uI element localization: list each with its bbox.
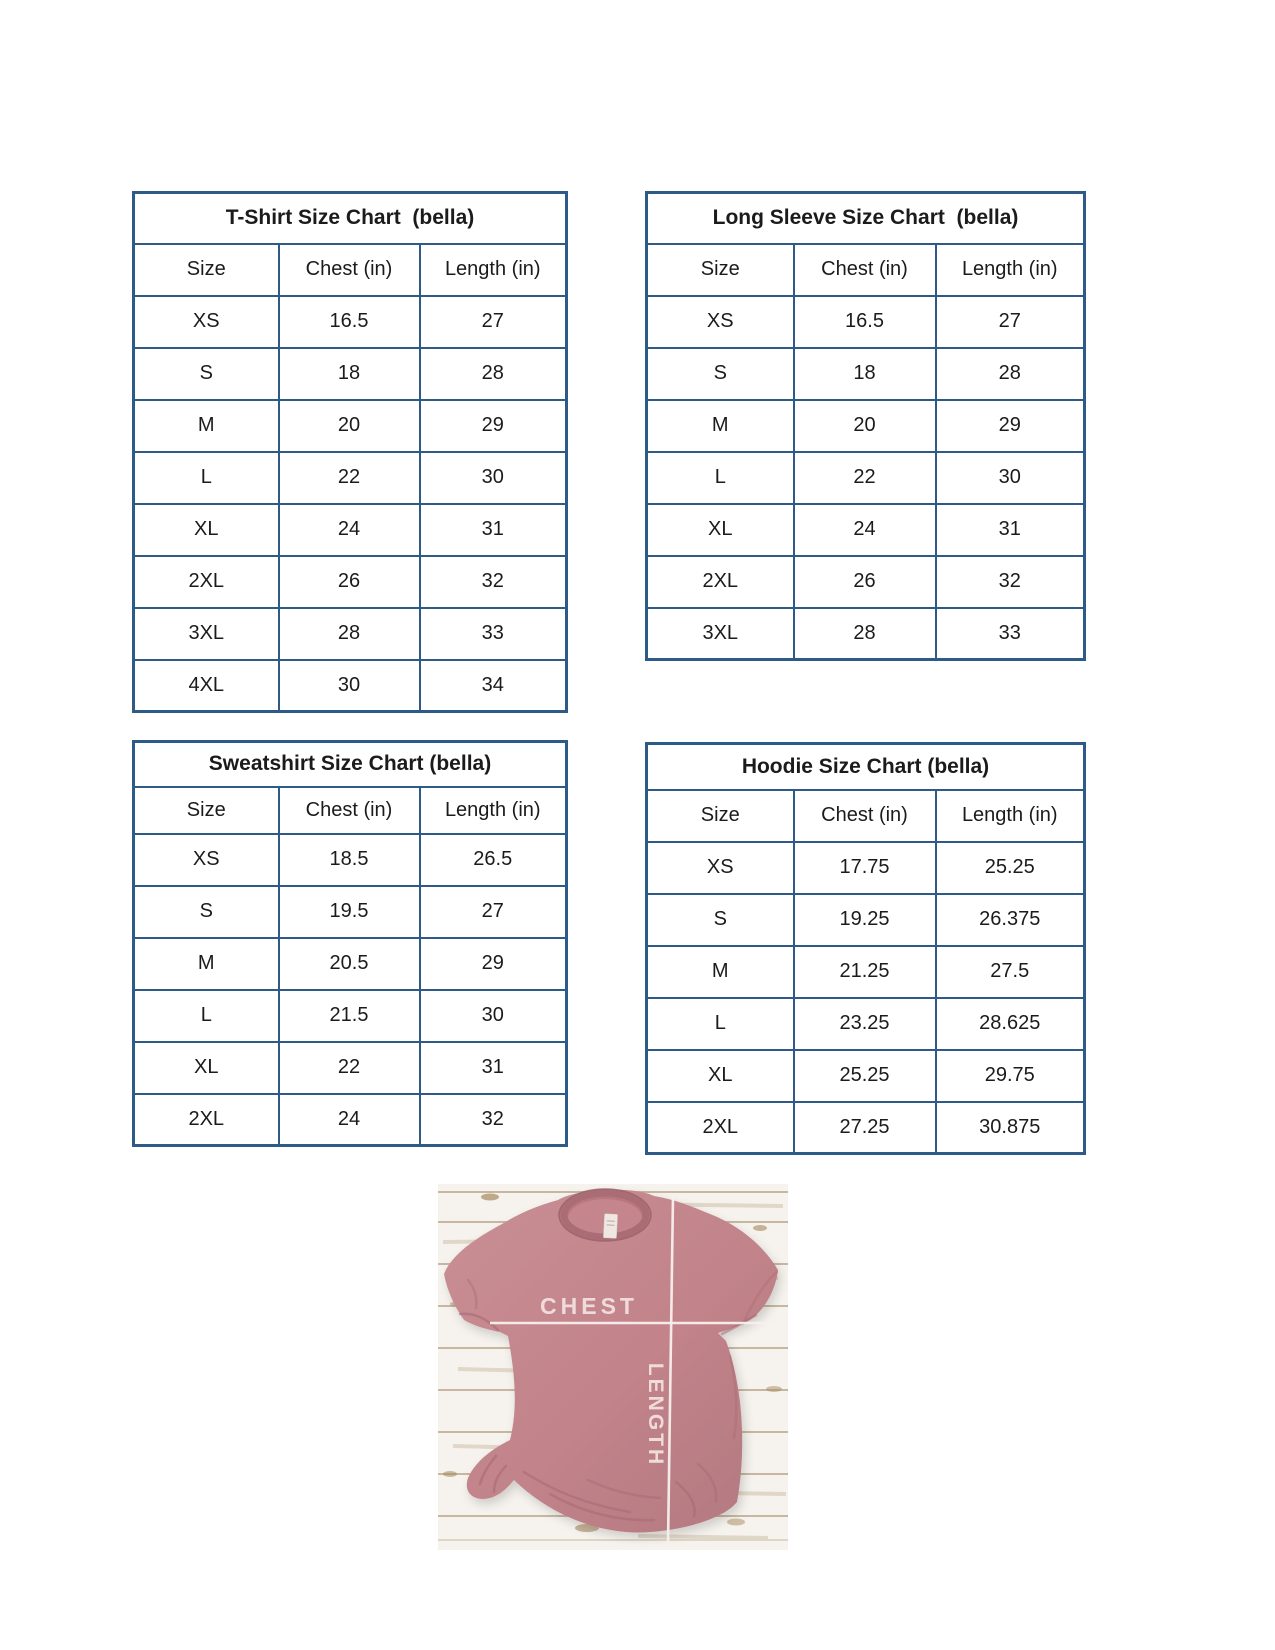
table-cell: S <box>134 886 279 938</box>
table-row <box>647 504 1085 556</box>
table-cell: 20.5 <box>279 938 420 990</box>
table-row <box>134 296 567 348</box>
longsleeve-table-title: Long Sleeve Size Chart (bella) <box>647 193 1085 244</box>
table-cell: XL <box>134 504 279 556</box>
column-header: Size <box>134 244 279 296</box>
table-cell: 21.5 <box>279 990 420 1042</box>
table-cell: 33 <box>936 608 1085 660</box>
table-cell: XL <box>134 1042 279 1094</box>
table-cell: 29.75 <box>936 1050 1085 1102</box>
table-row <box>134 608 567 660</box>
column-header: Size <box>134 787 279 834</box>
table-cell: 23.25 <box>794 998 936 1050</box>
table-cell: XS <box>647 842 794 894</box>
table-row <box>647 998 1085 1050</box>
table-cell: 2XL <box>134 1094 279 1146</box>
table-cell: 29 <box>420 400 567 452</box>
table-cell: 28 <box>794 608 936 660</box>
table-cell: 2XL <box>647 556 794 608</box>
table-row <box>647 1102 1085 1154</box>
table-cell: 29 <box>936 400 1085 452</box>
table-row <box>647 452 1085 504</box>
tshirt-header-row <box>134 244 567 296</box>
table-cell: 3XL <box>647 608 794 660</box>
table-cell: M <box>134 938 279 990</box>
collar-tag <box>603 1214 617 1239</box>
table-cell: 30 <box>420 452 567 504</box>
table-cell: 16.5 <box>794 296 936 348</box>
sweatshirt-size-chart-table <box>132 740 568 1147</box>
table-row <box>134 938 567 990</box>
column-header: Size <box>647 790 794 842</box>
table-cell: 30 <box>279 660 420 712</box>
column-header: Length (in) <box>420 244 567 296</box>
table-cell: XS <box>134 296 279 348</box>
table-cell: M <box>647 400 794 452</box>
table-cell: L <box>134 452 279 504</box>
tshirt-size-chart-table <box>132 191 568 713</box>
table-row <box>647 1050 1085 1102</box>
hoodie-header-row <box>647 790 1085 842</box>
table-cell: 32 <box>420 556 567 608</box>
table-cell: 27.5 <box>936 946 1085 998</box>
table-cell: 22 <box>794 452 936 504</box>
table-cell: 31 <box>936 504 1085 556</box>
table-cell: 22 <box>279 1042 420 1094</box>
table-cell: 24 <box>794 504 936 556</box>
table-cell: 18.5 <box>279 834 420 886</box>
column-header: Length (in) <box>936 244 1085 296</box>
table-row <box>647 556 1085 608</box>
table-cell: 28.625 <box>936 998 1085 1050</box>
hoodie-table-title: Hoodie Size Chart (bella) <box>647 744 1085 790</box>
table-cell: XL <box>647 504 794 556</box>
table-row <box>647 608 1085 660</box>
table-row <box>134 834 567 886</box>
column-header: Size <box>647 244 794 296</box>
table-cell: 25.25 <box>936 842 1085 894</box>
table-row <box>134 990 567 1042</box>
table-row <box>134 886 567 938</box>
table-cell: L <box>647 452 794 504</box>
table-cell: 2XL <box>647 1102 794 1154</box>
measurement-guide-photo <box>438 1184 788 1550</box>
table-row <box>134 452 567 504</box>
table-cell: 33 <box>420 608 567 660</box>
hoodie-title-row <box>647 744 1085 790</box>
table-cell: S <box>647 894 794 946</box>
hoodie-size-chart-table <box>645 742 1086 1155</box>
table-cell: 22 <box>279 452 420 504</box>
table-cell: 18 <box>279 348 420 400</box>
table-cell: 2XL <box>134 556 279 608</box>
table-cell: S <box>134 348 279 400</box>
table-row <box>134 1042 567 1094</box>
longsleeve-header-row <box>647 244 1085 296</box>
sweatshirt-table-title: Sweatshirt Size Chart (bella) <box>134 742 567 787</box>
table-row <box>647 400 1085 452</box>
table-cell: 32 <box>420 1094 567 1146</box>
table-cell: 27.25 <box>794 1102 936 1154</box>
tshirt-table-title: T-Shirt Size Chart (bella) <box>134 193 567 244</box>
length-label: LENGTH <box>644 1362 667 1468</box>
table-cell: 30 <box>936 452 1085 504</box>
table-cell: 31 <box>420 504 567 556</box>
column-header: Length (in) <box>420 787 567 834</box>
longsleeve-title-row <box>647 193 1085 244</box>
sweatshirt-title-row <box>134 742 567 787</box>
table-cell: M <box>647 946 794 998</box>
table-cell: 28 <box>420 348 567 400</box>
table-cell: 25.25 <box>794 1050 936 1102</box>
table-cell: 18 <box>794 348 936 400</box>
table-cell: 26 <box>279 556 420 608</box>
table-cell: 27 <box>936 296 1085 348</box>
table-cell: 3XL <box>134 608 279 660</box>
column-header: Chest (in) <box>794 244 936 296</box>
table-cell: 34 <box>420 660 567 712</box>
table-row <box>134 660 567 712</box>
column-header: Length (in) <box>936 790 1085 842</box>
table-row <box>647 894 1085 946</box>
table-cell: 28 <box>279 608 420 660</box>
table-cell: 19.5 <box>279 886 420 938</box>
sweatshirt-header-row <box>134 787 567 834</box>
table-cell: 30 <box>420 990 567 1042</box>
table-row <box>134 504 567 556</box>
table-cell: S <box>647 348 794 400</box>
longsleeve-size-chart-table <box>645 191 1086 661</box>
table-cell: 27 <box>420 296 567 348</box>
table-cell: 32 <box>936 556 1085 608</box>
table-row <box>134 1094 567 1146</box>
table-row <box>647 946 1085 998</box>
table-row <box>647 348 1085 400</box>
table-cell: 24 <box>279 1094 420 1146</box>
table-row <box>647 296 1085 348</box>
table-cell: 20 <box>279 400 420 452</box>
table-cell: 17.75 <box>794 842 936 894</box>
table-cell: 26.375 <box>936 894 1085 946</box>
table-cell: 4XL <box>134 660 279 712</box>
table-cell: M <box>134 400 279 452</box>
table-cell: L <box>134 990 279 1042</box>
table-cell: 24 <box>279 504 420 556</box>
column-header: Chest (in) <box>794 790 936 842</box>
table-cell: XS <box>647 296 794 348</box>
table-row <box>134 400 567 452</box>
table-cell: L <box>647 998 794 1050</box>
table-cell: 26.5 <box>420 834 567 886</box>
tshirt-title-row <box>134 193 567 244</box>
table-cell: 28 <box>936 348 1085 400</box>
table-cell: 21.25 <box>794 946 936 998</box>
table-row <box>134 348 567 400</box>
table-cell: 26 <box>794 556 936 608</box>
table-row <box>647 842 1085 894</box>
table-cell: 19.25 <box>794 894 936 946</box>
table-row <box>134 556 567 608</box>
column-header: Chest (in) <box>279 787 420 834</box>
table-cell: XL <box>647 1050 794 1102</box>
table-cell: 27 <box>420 886 567 938</box>
table-cell: 20 <box>794 400 936 452</box>
table-cell: 30.875 <box>936 1102 1085 1154</box>
table-cell: 16.5 <box>279 296 420 348</box>
table-cell: XS <box>134 834 279 886</box>
column-header: Chest (in) <box>279 244 420 296</box>
chest-label: CHEST <box>540 1293 638 1319</box>
table-cell: 29 <box>420 938 567 990</box>
table-cell: 31 <box>420 1042 567 1094</box>
